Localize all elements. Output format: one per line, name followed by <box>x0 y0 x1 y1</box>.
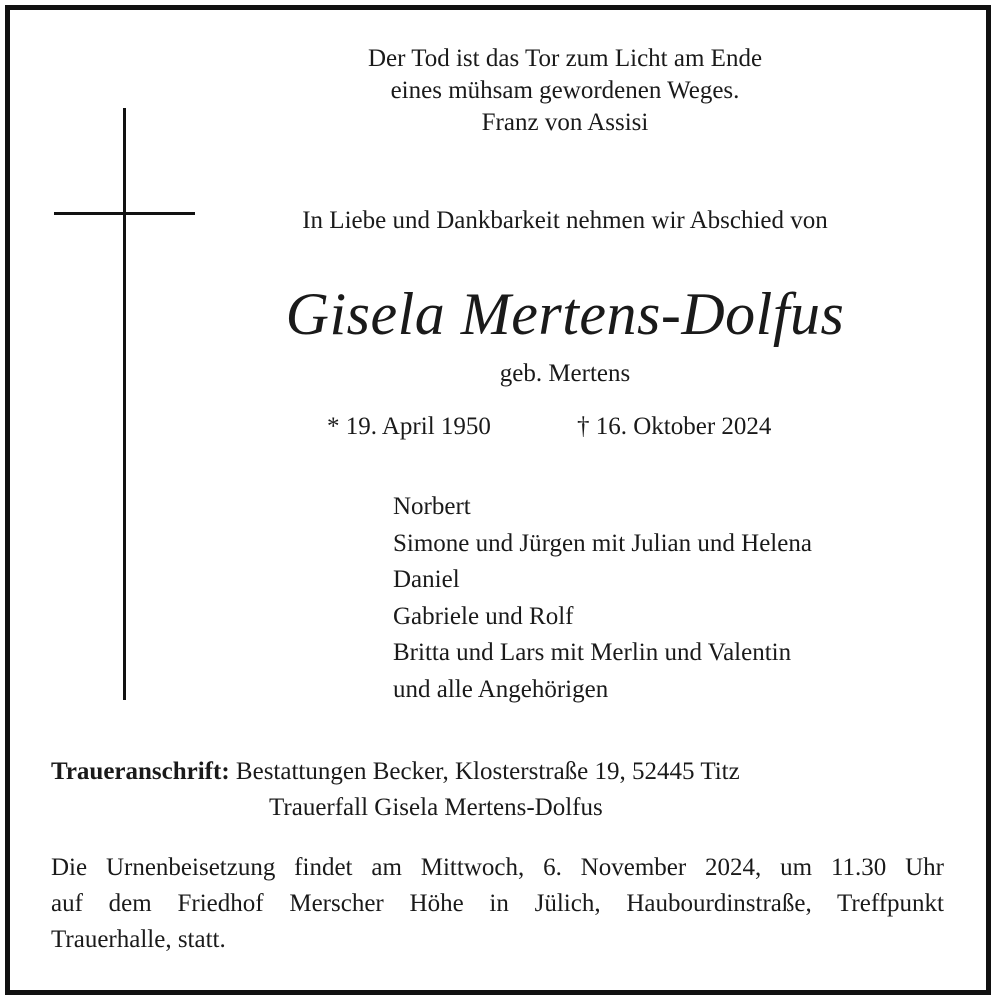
mourner-entry: Norbert <box>393 493 471 520</box>
cross-vertical-bar <box>123 108 126 700</box>
deceased-name: Gisela Mertens-Dolfus <box>285 281 845 347</box>
address-label: Traueranschrift: <box>51 758 230 785</box>
cross-horizontal-bar <box>54 212 195 215</box>
intro-text: In Liebe und Dankbarkeit nehmen wir Abschied von <box>302 207 828 234</box>
notice-line: Die Urnenbeisetzung findet am Mittwoch, 6. November 2024, um 11.30 Uhr <box>51 854 944 881</box>
quote-author: Franz von Assisi <box>481 109 649 136</box>
mourning-address <box>51 754 740 826</box>
mourner-entry: und alle Angehörigen <box>393 675 609 703</box>
birth-date: * 19. April 1950 <box>327 413 491 440</box>
address-line-1: Bestattungen Becker, Klosterstraße 19, 52445 Titz <box>235 758 740 785</box>
quote-line: eines mühsam gewordenen Weges. <box>390 77 740 104</box>
mourner-entry: Gabriele und Rolf <box>393 602 574 630</box>
notice-line: Trauerhalle, statt. <box>51 926 226 953</box>
quote-line: Der Tod ist das Tor zum Licht am Ende <box>367 45 763 72</box>
quote-block <box>250 43 880 139</box>
mourner-entry: Britta und Lars mit Merlin und Valentin <box>393 639 792 667</box>
mourners-list <box>393 489 812 709</box>
burial-notice <box>51 850 944 958</box>
death-date: † 16. Oktober 2024 <box>577 413 772 440</box>
maiden-name: geb. Mertens <box>499 360 631 387</box>
mourner-entry: Daniel <box>393 566 460 594</box>
address-line-2: Trauerfall Gisela Mertens-Dolfus <box>269 794 603 821</box>
notice-line: auf dem Friedhof Merscher Höhe in Jülich, Haubourdinstraße, Treffpunkt <box>51 890 944 917</box>
mourner-entry: Simone und Jürgen mit Julian und Helena <box>393 529 812 557</box>
